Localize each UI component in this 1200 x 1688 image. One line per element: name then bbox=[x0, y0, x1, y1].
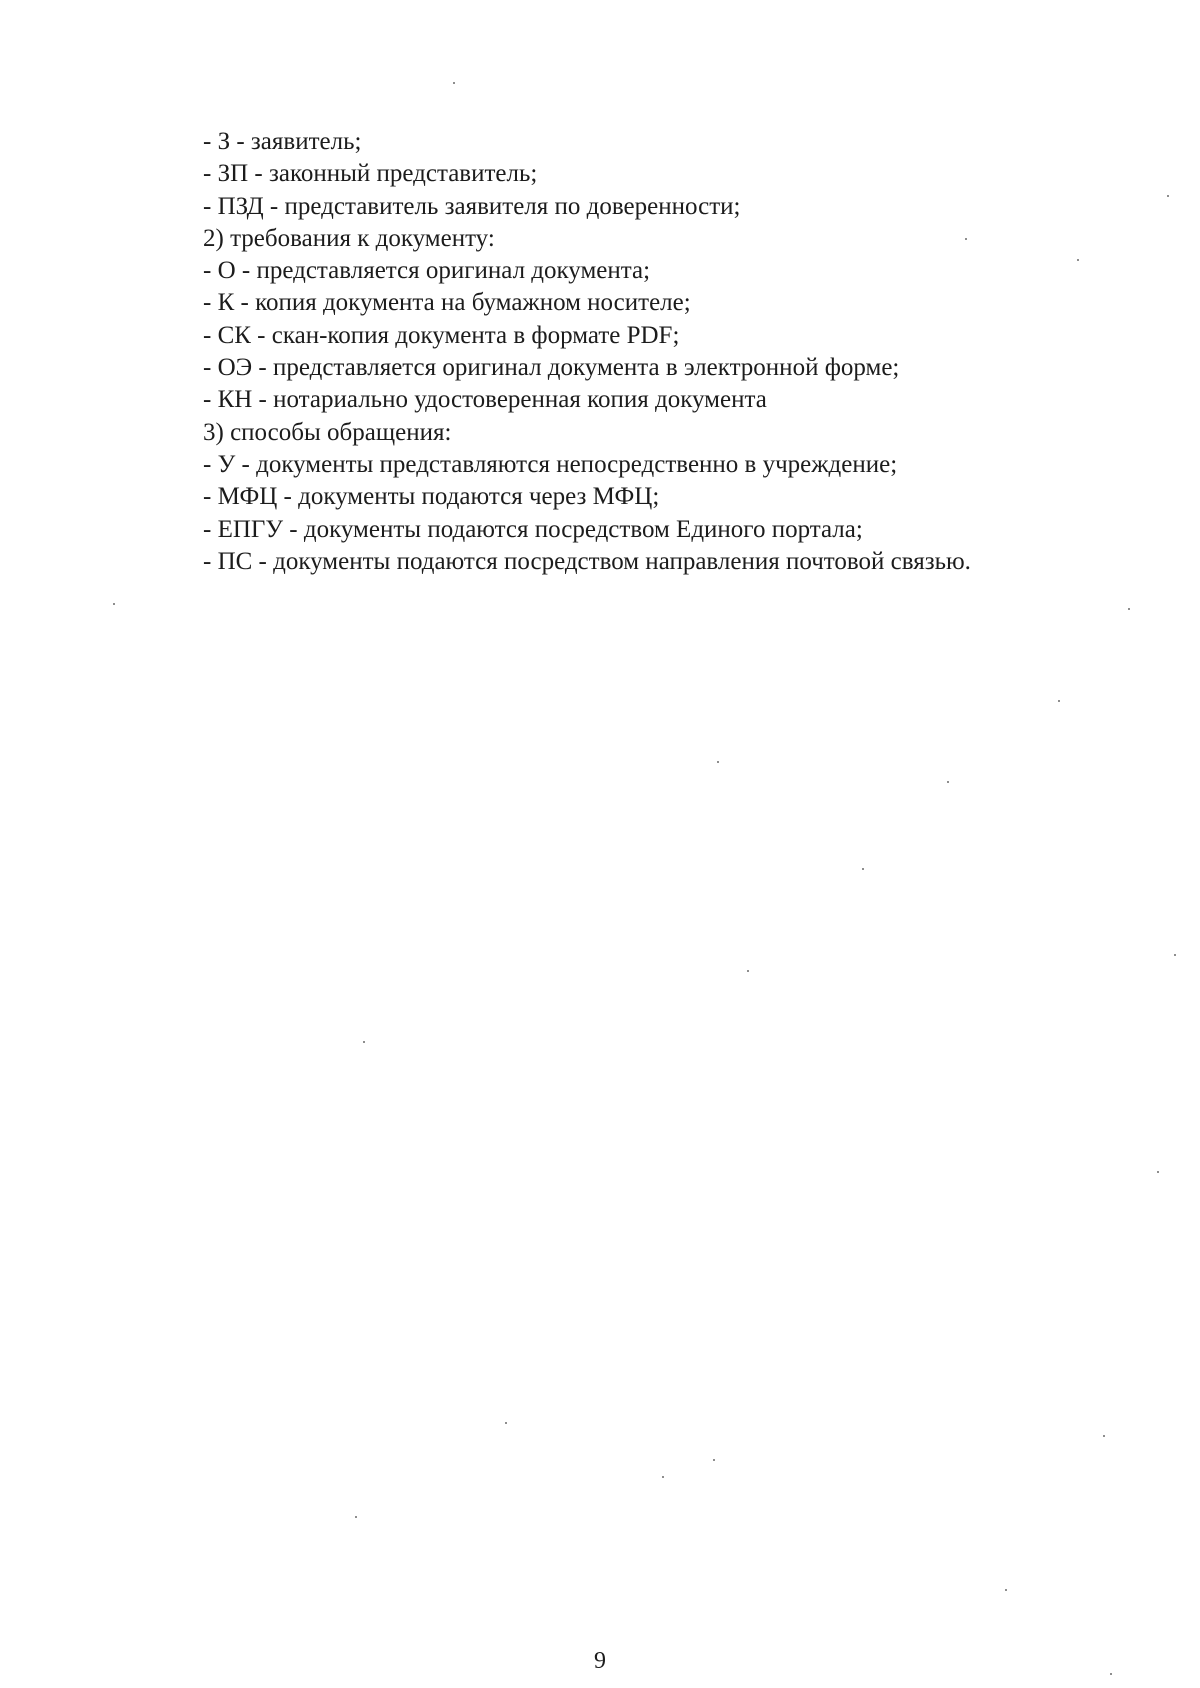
legend-line-scan-copy: - СК - скан-копия документа в формате PDF; bbox=[203, 321, 680, 349]
scan-speck bbox=[1005, 1589, 1007, 1591]
scan-speck bbox=[1157, 1171, 1159, 1173]
scan-speck bbox=[1167, 195, 1169, 197]
scan-speck bbox=[862, 868, 864, 870]
legend-line-original: - О - представляется оригинал документа; bbox=[203, 257, 651, 285]
page-number: 9 bbox=[594, 1648, 606, 1674]
scan-speck bbox=[363, 1041, 365, 1043]
legend-line-paper-copy: - К - копия документа на бумажном носителе; bbox=[203, 289, 691, 317]
scan-speck bbox=[1077, 259, 1079, 261]
scan-speck bbox=[662, 1476, 664, 1478]
scan-speck bbox=[947, 781, 949, 783]
legend-line-applicant: - З - заявитель; bbox=[203, 128, 362, 155]
legend-line-electronic-original: - ОЭ - представляется оригинал документа в электронной форме; bbox=[203, 354, 900, 382]
scan-speck bbox=[965, 238, 967, 240]
scan-speck bbox=[1128, 608, 1130, 610]
legend-line-postal: - ПС - документы подаются посредством направления почтовой связью. bbox=[203, 547, 971, 575]
legend-line-mfc: - МФЦ - документы подаются через МФЦ; bbox=[203, 483, 660, 511]
legend-line-notarized-copy: - КН - нотариально удостоверенная копия документа bbox=[203, 386, 767, 414]
scan-speck bbox=[1058, 700, 1060, 702]
scan-speck bbox=[713, 1459, 715, 1461]
section-heading-submission-methods: 3) способы обращения: bbox=[203, 418, 452, 446]
section-heading-document-requirements: 2) требования к документу: bbox=[203, 224, 495, 252]
scan-speck bbox=[1103, 1435, 1105, 1437]
document-body bbox=[203, 126, 1123, 578]
scan-speck bbox=[505, 1422, 507, 1424]
scan-speck bbox=[453, 82, 455, 84]
scan-speck bbox=[113, 603, 115, 605]
scan-speck bbox=[747, 970, 749, 972]
scan-speck bbox=[1174, 954, 1176, 956]
scan-speck bbox=[717, 761, 719, 763]
scan-speck bbox=[1110, 1673, 1112, 1675]
legend-line-legal-representative: - ЗП - законный представитель; bbox=[203, 160, 538, 188]
legend-line-unified-portal: - ЕПГУ - документы подаются посредством Единого портала; bbox=[203, 515, 863, 543]
legend-line-in-person: - У - документы представляются непосредственно в учреждение; bbox=[203, 450, 898, 478]
scan-speck bbox=[355, 1516, 357, 1518]
legend-line-proxy-representative: - ПЗД - представитель заявителя по доверенности; bbox=[203, 192, 741, 220]
